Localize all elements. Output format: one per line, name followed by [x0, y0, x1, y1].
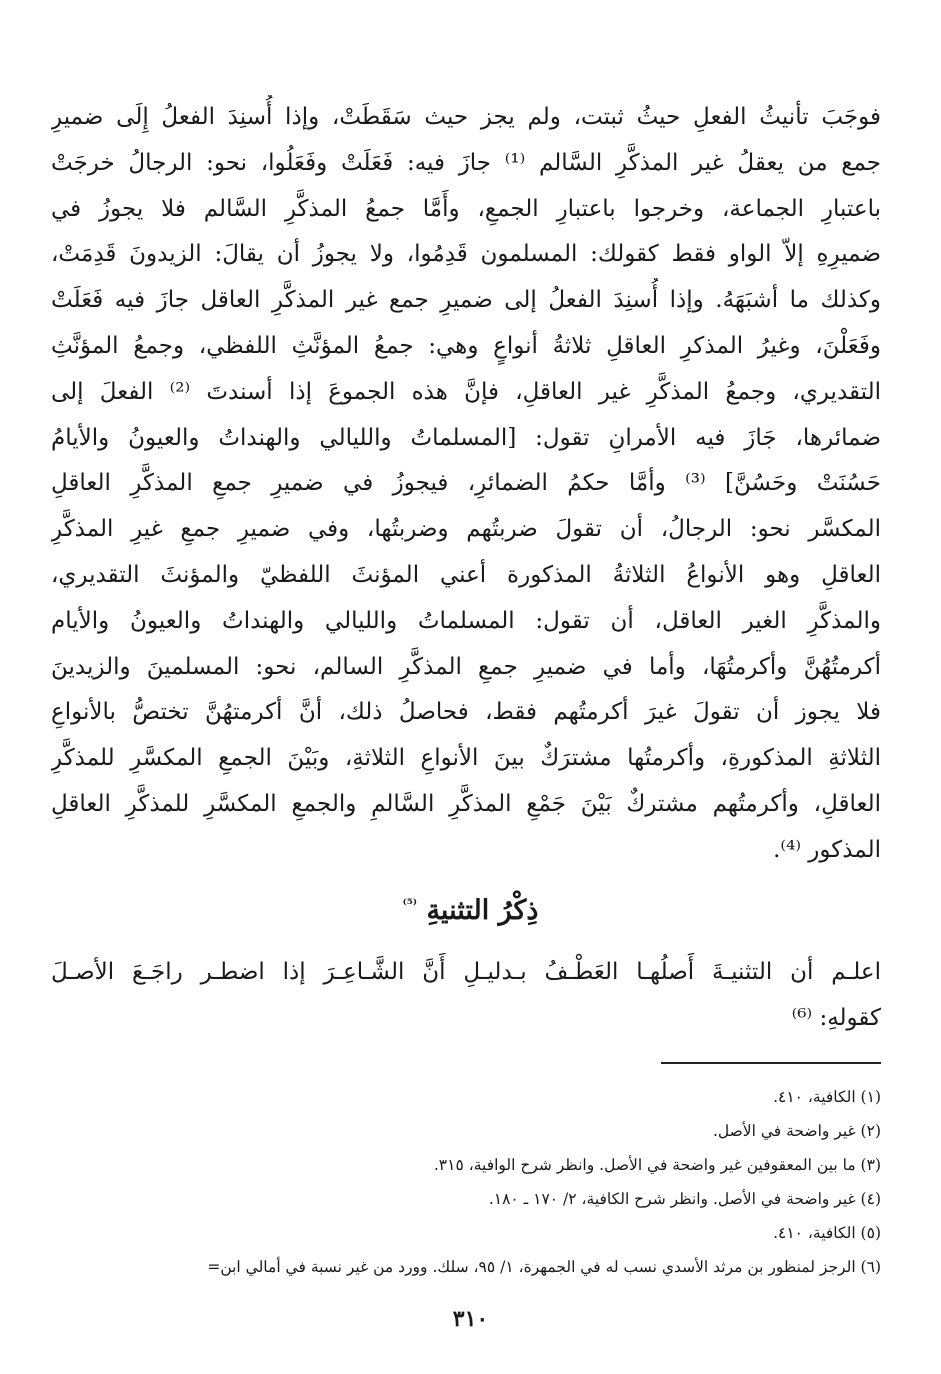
- section-text-block: [51, 950, 881, 1042]
- text-line: وكذلك ما أشبَهَهُ. وإذا أُسنِدَ الفعلُ إلى ضميرِ جمع غير المذكَّرِ العاقل جازَ فيه فَعَلَتْ: [51, 287, 881, 314]
- section-heading: [0, 880, 941, 936]
- text-line: ضمائرها، جَازَ فيه الأمرانِ تقول: [المسلماتُ والليالي والهنداتُ والعيونُ والأيامُ: [51, 424, 881, 451]
- footnote: (١) الكافية، ٤١٠.: [773, 1088, 881, 1106]
- text-line: فلا يجوز أن تقولَ غيرَ أكرمتُهم فقط، فحاصلُ ذلك، أنَّ أكرمتهُنَّ تختصُّ بالأنواعِ: [51, 699, 881, 726]
- text-line: والمذكَّرِ الغير العاقل، أن تقول: المسلماتُ والليالي والهنداتُ والعيونُ والأيام: [51, 607, 881, 634]
- section-heading-title: ذِكْرُ التثنيةِ: [426, 895, 539, 926]
- text-line: باعتبارِ الجماعة، وخرجوا باعتبارِ الجمعِ، وأَمَّا جمعُ المذكَّرِ السَّالم فلا يجوزُ في: [51, 195, 881, 222]
- text-line: وفَعَلْنَ، وغيرُ المذكرِ العاقلِ ثلاثةُ أنواعٍ وهي: جمعُ المؤنَّثِ اللفظي، وجمعُ المؤنَّثِ: [51, 332, 881, 359]
- text-line: التقديري، وجمعُ المذكَّرِ غير العاقلِ، فإنَّ هذه الجموعَ إذا أسندتَ ⁽²⁾ الفعلَ إلى: [51, 378, 881, 405]
- text-line: أكرمتُهُنَّ وأكرمتُهَا، وأما في ضميرِ جمعِ المذكَّرِ السالم، نحو: المسلمينَ والزيدينَ: [51, 653, 881, 680]
- footnotes: [51, 1080, 881, 1284]
- footnote: (٤) غير واضحة في الأصل. وانظر شرح الكافية، ٢/ ١٧٠ ـ ١٨٠.: [488, 1190, 881, 1208]
- text-line: العاقلِ، وأكرمتُهم مشتركٌ بَيْنَ جَمْعِ المذكَّرِ السَّالمِ والجمعِ المكسَّرِ للمذكَّرِ العاقلِ: [51, 790, 881, 817]
- text-line: فوجَبَ تأنيثُ الفعلِ حيثُ ثبتت، ولم يجز حيث سَقَطَتْ، وإذا أُسنِدَ الفعلُ إِلَى ضميرِ: [51, 104, 881, 130]
- page-number: ٣١٠: [452, 1306, 489, 1332]
- footnote-separator: [661, 1062, 881, 1064]
- main-text-block: [51, 95, 881, 874]
- text-line: كقولهِ: ⁽⁶⁾: [791, 1004, 881, 1031]
- footnote: (٦) الرجز لمنظور بن مرثد الأسدي نسب له في الجمهرة، ١/ ٩٥، سلك. وورد من غير نسبة في أمالي ابن=: [207, 1258, 881, 1276]
- text-line: الثلاثةِ المذكورةِ، وأكرمتُها مشترَكٌ بينَ الأنواعِ الثلاثةِ، وبَيْنَ الجمعِ المكسَّرِ للمذكَّرِ: [51, 745, 881, 772]
- text-line: المكسَّر نحو: الرجالُ، أن تقولَ ضربتُهم وضربتُها، وفي ضميرِ جمعِ غيرِ المذكَّرِ: [51, 516, 881, 543]
- footnote: (٥) الكافية، ٤١٠.: [773, 1224, 881, 1242]
- text-line: جمع من يعقلُ غير المذكَّرِ السَّالم ⁽¹⁾ جازَ فيه: فَعَلَتْ وفَعَلُوا، نحو: الرجالُ خرجَتْ: [51, 149, 881, 176]
- text-line: حَسُنَتْ وحَسُنَّ] ⁽³⁾ وأمَّا حكمُ الضمائرِ، فيجوزُ في ضميرِ جمعِ المذكَّرِ العاقلِ: [51, 470, 881, 497]
- footnote: (٢) غير واضحة في الأصل.: [712, 1122, 881, 1140]
- text-line: العاقلِ وهو الأنواعُ الثلاثةُ المذكورة أعني المؤنثَ اللفظيّ والمؤنثَ التقديري،: [51, 561, 881, 588]
- footnote: (٣) ما بين المعقوفين غير واضحة في الأصل. وانظر شرح الوافية، ٣١٥.: [433, 1156, 881, 1174]
- text-line: المذكور ⁽⁴⁾.: [773, 836, 881, 863]
- text-line: ضميرِهِ إلاّ الواو فقط كقولك: المسلمون قَدِمُوا، ولا يجوزُ أن يقالَ: الزيدونَ قَدِمَتْ،: [51, 241, 881, 268]
- section-heading-note: ⁽⁵⁾: [402, 897, 418, 913]
- text-line: اعلـم أن التثنيـةَ أَصلُهـا العَطْـفُ بـدليـلِ أَنَّ الشَّـاعِـرَ إذا اضطـر راجَـعَ الأصـلَ: [51, 959, 881, 985]
